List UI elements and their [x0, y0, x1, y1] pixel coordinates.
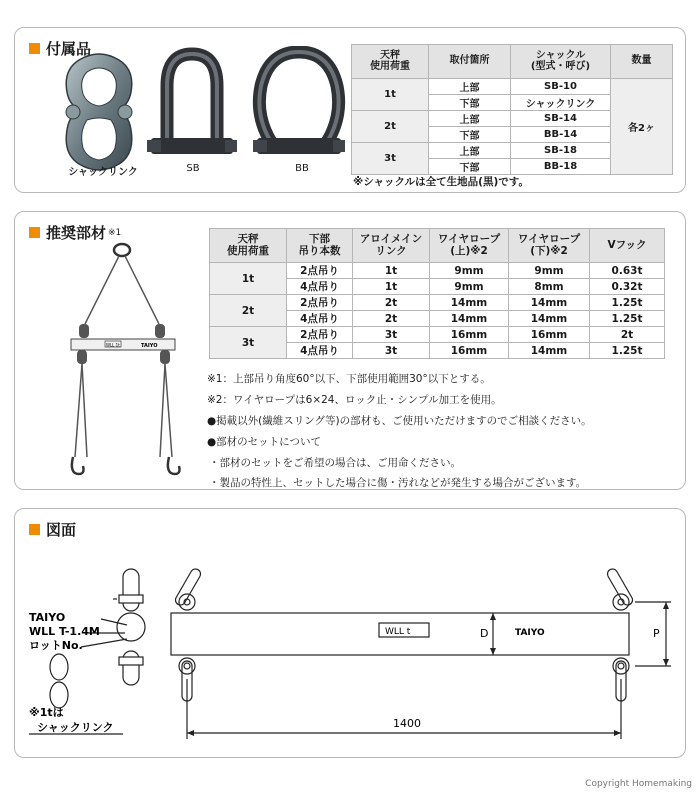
table-cell: 9mm: [430, 279, 509, 295]
table-cell: SB-18: [511, 143, 611, 159]
table-header: 取付箇所: [429, 45, 511, 79]
bb-caption: BB: [295, 163, 309, 174]
accessories-title: 付属品: [29, 38, 91, 59]
note-line: ※2：ワイヤロープは6×24、ロック止・シンプル加工を使用。: [207, 394, 502, 406]
table-cell: 1t: [353, 279, 430, 295]
table-cell: 0.63t: [590, 263, 665, 279]
beam-plate-label: WLL t: [385, 627, 411, 637]
table-header: 数量: [611, 45, 673, 79]
table-cell: 0.32t: [590, 279, 665, 295]
accessories-panel: [14, 27, 686, 193]
table-cell: 14mm: [430, 311, 509, 327]
accessories-note: ※シャックルは全て生地品(黒)です。: [353, 176, 529, 188]
sb-caption: SB: [186, 163, 200, 174]
sketch-brand-label: TAIYO: [141, 343, 158, 349]
table-cell: 下部: [429, 127, 511, 143]
table-cell: 上部: [429, 111, 511, 127]
table-header: Vフック: [590, 229, 665, 263]
table-cell: 14mm: [430, 295, 509, 311]
table-cell: 2点吊り: [287, 263, 353, 279]
table-header: シャックル (型式・呼び): [511, 45, 611, 79]
sketch-wll-label: WLL 1t: [106, 342, 120, 348]
note-line: ・部材のセットをご希望の場合は、ご用命ください。: [209, 457, 461, 469]
note-line: ●掲載以外(繊維スリング等)の部材も、ご使用いただけますのでご相談ください。: [207, 415, 592, 427]
table-cell: 1.25t: [590, 295, 665, 311]
table-cell: 16mm: [430, 327, 509, 343]
table-cell: 14mm: [509, 311, 590, 327]
note-line: ●部材のセットについて: [207, 436, 321, 448]
note-line: ・製品の特性上、セットした場合に傷・汚れなどが発生する場合がございます。: [209, 477, 587, 489]
load-cell: 2t: [352, 111, 429, 143]
table-cell: 2t: [353, 311, 430, 327]
table-cell: シャックリンク: [511, 95, 611, 111]
table-cell: BB-14: [511, 127, 611, 143]
drawing-lot-label: ロットNo.: [29, 639, 83, 652]
quantity-cell: 各2ヶ: [611, 79, 673, 175]
table-cell: 4点吊り: [287, 279, 353, 295]
table-cell: 4点吊り: [287, 343, 353, 359]
table-cell: 14mm: [509, 343, 590, 359]
table-cell: 16mm: [509, 327, 590, 343]
table-cell: 3t: [353, 343, 430, 359]
load-cell: 3t: [352, 143, 429, 175]
recommended-panel: [14, 211, 686, 490]
table-cell: 2t: [353, 295, 430, 311]
table-cell: 1t: [353, 263, 430, 279]
load-cell: 1t: [210, 263, 287, 295]
table-cell: SB-14: [511, 111, 611, 127]
drawing-brand-label: TAIYO: [29, 611, 66, 624]
lifting-assembly-sketch: [49, 242, 199, 482]
load-cell: 1t: [352, 79, 429, 111]
table-cell: 9mm: [509, 263, 590, 279]
load-cell: 3t: [210, 327, 287, 359]
shackle-link-caption: シャックリンク: [68, 167, 138, 178]
dimension-length-label: 1400: [393, 717, 421, 730]
shackle-link-image: [49, 52, 149, 172]
load-cell: 2t: [210, 295, 287, 327]
sb-shackle-image: [145, 46, 240, 164]
table-cell: 上部: [429, 79, 511, 95]
drawing-note-2: シャックリンク: [37, 721, 114, 734]
bb-shackle-image: [249, 46, 349, 164]
dimension-p-label: P: [653, 627, 660, 640]
table-header: 天秤 使用荷重: [352, 45, 429, 79]
table-cell: 2点吊り: [287, 327, 353, 343]
accessories-table: [351, 44, 673, 175]
drawing-note-1: ※1tは: [29, 706, 64, 719]
copyright-text: Copyright Homemaking: [585, 779, 692, 789]
table-cell: 上部: [429, 143, 511, 159]
table-header: ワイヤロープ (下)※2: [509, 229, 590, 263]
drawing-panel: [14, 508, 686, 758]
table-header: 天秤 使用荷重: [210, 229, 287, 263]
beam-brand-label: TAIYO: [515, 628, 545, 638]
table-cell: 8mm: [509, 279, 590, 295]
table-cell: 14mm: [509, 295, 590, 311]
table-cell: 1.25t: [590, 343, 665, 359]
table-cell: 1.25t: [590, 311, 665, 327]
table-cell: 3t: [353, 327, 430, 343]
table-cell: 4点吊り: [287, 311, 353, 327]
table-cell: 2t: [590, 327, 665, 343]
table-cell: 9mm: [430, 263, 509, 279]
spreader-beam-drawing: [15, 509, 687, 759]
note-line: ※1：上部吊り角度60°以下、下部使用範囲30°以下とする。: [207, 373, 491, 385]
table-cell: 2点吊り: [287, 295, 353, 311]
table-cell: 下部: [429, 95, 511, 111]
recommended-title: 推奨部材 ※1: [29, 222, 121, 243]
table-cell: 下部: [429, 159, 511, 175]
table-header: ワイヤロープ (上)※2: [430, 229, 509, 263]
dimension-d-label: D: [480, 627, 489, 640]
table-cell: SB-10: [511, 79, 611, 95]
table-cell: BB-18: [511, 159, 611, 175]
drawing-title: 図面: [29, 519, 76, 540]
recommended-table: [209, 228, 665, 359]
drawing-wll-label: WLL T-1.4M: [29, 625, 100, 638]
table-cell: 16mm: [430, 343, 509, 359]
table-header: 下部 吊り本数: [287, 229, 353, 263]
table-header: アロイメイン リンク: [353, 229, 430, 263]
